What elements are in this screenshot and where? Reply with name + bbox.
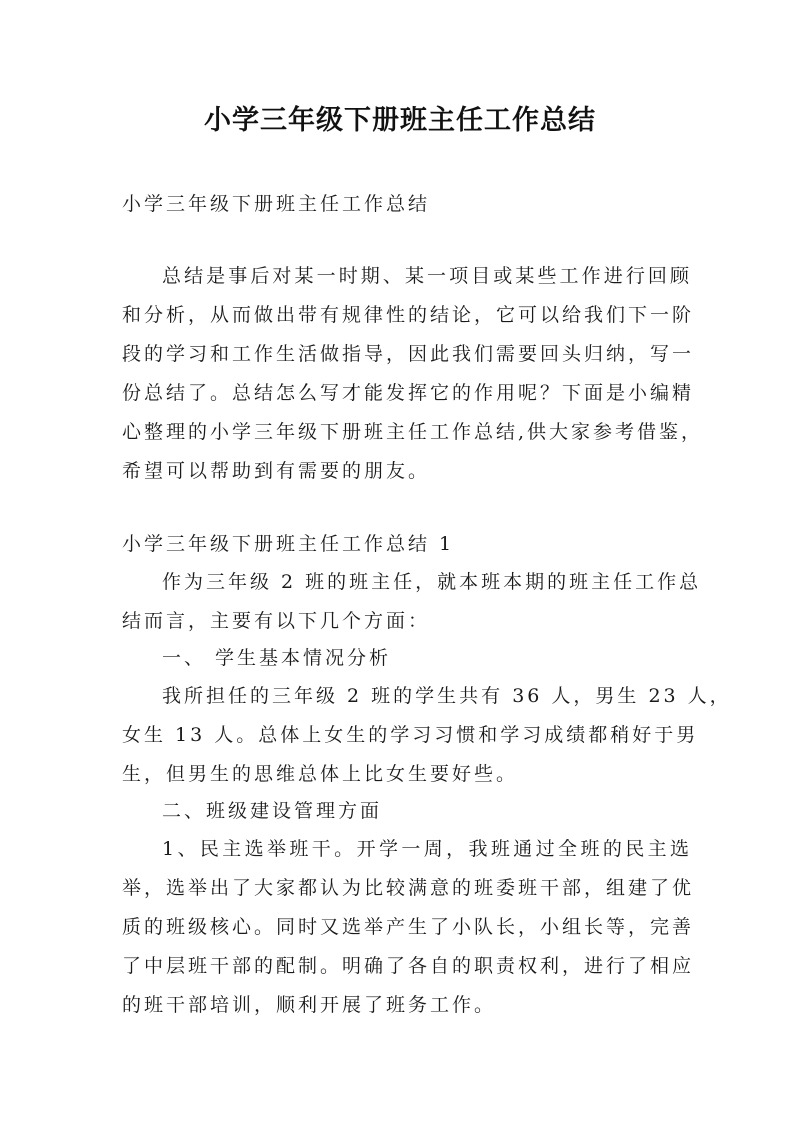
- part-body-line: 女生 13 人。总体上女生的学习习惯和学习成绩都稍好于男: [122, 724, 699, 746]
- intro-line: 段的学习和工作生活做指导，因此我们需要回头归纳，写一: [122, 343, 695, 365]
- intro-line: 总结是事后对某一时期、某一项目或某些工作进行回顾: [162, 265, 692, 287]
- part-heading: 二、班级建设管理方面: [162, 800, 383, 822]
- part-body-line: 我所担任的三年级 2 班的学生共有 36 人，男生 23 人，: [162, 685, 732, 707]
- intro-line: 心整理的小学三年级下册班主任工作总结,供大家参考借鉴，: [122, 421, 704, 443]
- part-heading: 一、 学生基本情况分析: [162, 647, 392, 669]
- part-body-line: 生，但男生的思维总体上比女生要好些。: [122, 763, 519, 785]
- document-subtitle: 小学三年级下册班主任工作总结: [122, 193, 431, 215]
- part-body-line: 了中层班干部的配制。明确了各自的职责权利，进行了相应: [122, 955, 695, 977]
- intro-line: 和分析，从而做出带有规律性的结论，它可以给我们下一阶: [122, 304, 695, 326]
- section-intro-line: 作为三年级 2 班的班主任，就本班本期的班主任工作总: [162, 571, 702, 593]
- part-body-line: 质的班级核心。同时又选举产生了小队长，小组长等，完善: [122, 916, 695, 938]
- part-body-line: 的班干部培训，顺利开展了班务工作。: [122, 994, 497, 1016]
- section-heading: 小学三年级下册班主任工作总结 1: [122, 533, 455, 555]
- section-intro-line: 结而言，主要有以下几个方面：: [122, 610, 431, 632]
- document-title: 小学三年级下册班主任工作总结: [204, 105, 596, 136]
- part-body-line: 举，选举出了大家都认为比较满意的班委班干部，组建了优: [122, 877, 695, 899]
- intro-line: 份总结了。总结怎么写才能发挥它的作用呢？下面是小编精: [122, 382, 695, 404]
- intro-line: 希望可以帮助到有需要的朋友。: [122, 460, 431, 482]
- part-body-line: 1、民主选举班干。开学一周，我班通过全班的民主选: [162, 838, 692, 860]
